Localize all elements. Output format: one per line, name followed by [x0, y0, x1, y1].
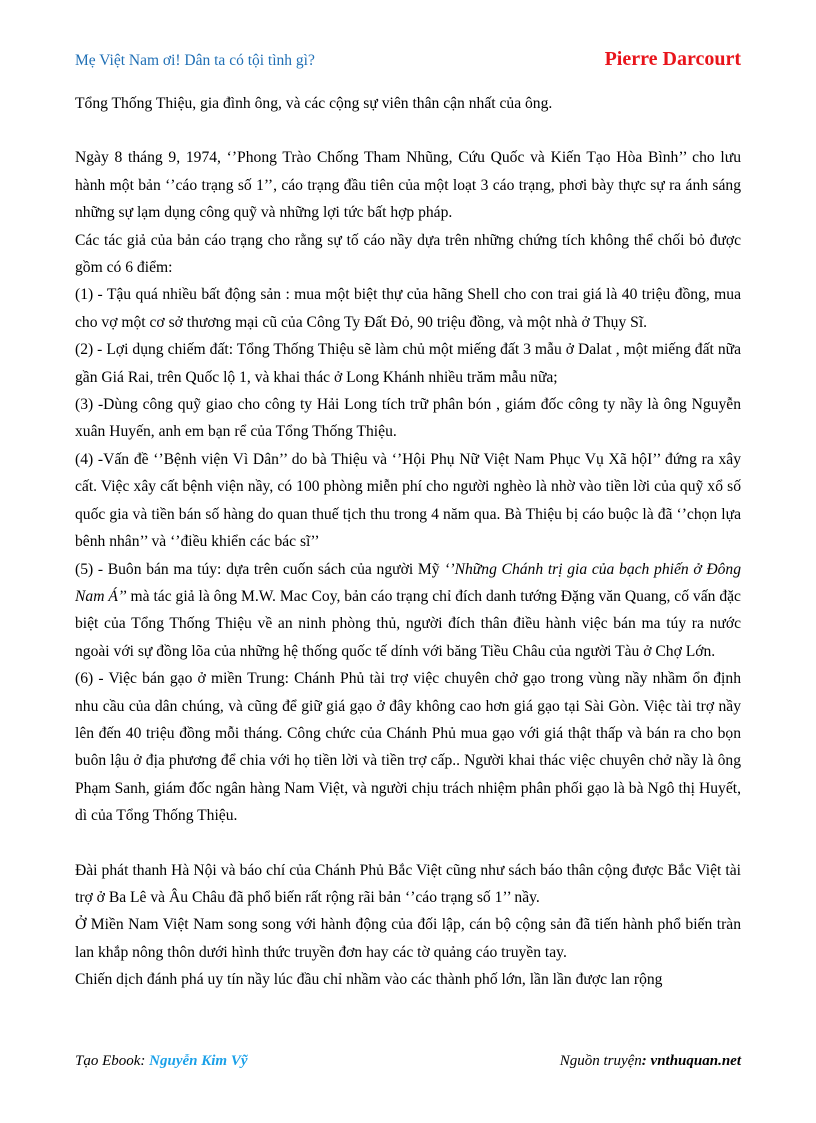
point-1: (1) - Tậu quá nhiều bất động sản : mua một biệt thự của hãng Shell cho con trai giá là 40 triệu đồng, mua cho vợ một cơ sở thương mại cũ của Công Ty Đất Đỏ, 90 triệu đồng, và một nhà ở Thụy Sĩ. [75, 286, 741, 331]
page-header [75, 46, 741, 76]
page-footer [75, 1053, 741, 1077]
paragraph-intro: Tổng Thống Thiệu, gia đình ông, và các cộng sự viên thân cận nhất của ông. [75, 95, 553, 112]
source-label: Nguồn truyện [559, 1053, 642, 1069]
point-5-lead: (5) - Buôn bán ma túy: dựa trên cuốn sách của người Mỹ [75, 560, 445, 578]
point-5-book-title: ‘’Những Chánh trị gia của bạch phiến ở Đông Nam Á’’ [75, 560, 741, 605]
paragraph-spacer [75, 117, 741, 144]
source-site[interactable]: vnthuquan.net [650, 1053, 741, 1069]
point-5 [75, 556, 741, 666]
author-name: Pierre Darcourt [604, 48, 741, 70]
paragraph-spacer [75, 830, 741, 857]
source-credit [560, 1053, 741, 1070]
ebook-label: Tạo Ebook [75, 1053, 141, 1069]
paragraph-authors-claim: Các tác giả của bản cáo trạng cho rằng sự tố cáo nầy dựa trên những chứng tích không thể chối bỏ được gồm có 6 điểm: [75, 231, 741, 277]
point-3: (3) -Dùng công quỹ giao cho công ty Hải Long tích trữ phân bón , giám đốc công ty nầy là ông Nguyễn xuân Huyến, anh em bạn rể của Tổng Thống Thiệu. [75, 396, 741, 441]
paragraph-hanoi-radio: Đài phát thanh Hà Nội và báo chí của Chánh Phủ Bắc Việt cũng như sách báo thân cộng được Bắc Việt tài trợ ở Ba Lê và Âu Châu đã phổ biến rất rộng rãi bản ‘’cáo trạng số 1’’ nầy. [75, 861, 741, 906]
point-4: (4) -Vấn đề ‘’Bệnh viện Vì Dân’’ do bà Thiệu và ‘’Hội Phụ Nữ Việt Nam Phục Vụ Xã hộI’’ đứng ra xây cất. Việc xây cất bệnh viện nầy, có 100 phòng miễn phí cho người nghèo là nhờ vào tiền lời của quỹ xổ số quốc gia và tiền bán số hàng do quan thuế tịch thu trong 4 năm qua. Bà Thiệu bị cáo buộc là đã ‘’chọn lựa bênh nhân’’ và ‘’điều khiển các bác sĩ’’ [75, 450, 741, 551]
source-sep: : [641, 1053, 651, 1069]
ebook-creator: Nguyễn Kim Vỹ [149, 1053, 248, 1069]
paragraph-campaign: Chiến dịch đánh phá uy tín nầy lúc đầu chỉ nhầm vào các thành phố lớn, lần lần được lan rộng [75, 971, 663, 989]
ebook-sep: : [140, 1053, 150, 1069]
paragraph-south-vietnam: Ở Miền Nam Việt Nam song song với hành động của đối lập, cán bộ cộng sản đã tiến hành phổ biến tràn lan khắp nông thôn dưới hình thức truyền đơn hay các tờ quảng cáo truyền tay. [75, 916, 741, 961]
page-body [75, 90, 741, 994]
paragraph-report-release: Ngày 8 tháng 9, 1974, ‘’Phong Trào Chống Tham Nhũng, Cứu Quốc và Kiến Tạo Hòa Bình’’ cho lưu hành một bản ‘’cáo trạng số 1’’, cáo trạng đầu tiên của một loạt 3 cáo trạng, phơi bày thực sự ra ánh sáng những sự lạm dụng công quỹ và những lợi tức bất hợp pháp. [75, 149, 741, 222]
point-2: (2) - Lợi dụng chiếm đất: Tổng Thống Thiệu sẽ làm chủ một miếng đất 3 mẫu ở Dalat , một miếng đất nữa gần Giá Rai, trên Quốc lộ 1, và khai thác ở Long Khánh nhiều trăm mẫu nữa; [75, 341, 741, 386]
point-6: (6) - Việc bán gạo ở miền Trung: Chánh Phủ tài trợ việc chuyên chở gạo trong vùng nầy nhầm ổn định nhu cầu của dân chúng, và cũng để giữ giá gạo ở đây không cao hơn giá gạo tại Sài Gòn. Việc tài trợ nầy lên đến 40 triệu đồng mỗi tháng. Công chức của Chánh Phủ mua gạo với giá thật thấp và bán ra cho bọn buôn lậu ở địa phương để chia với họ tiền lời và tiền trợ cấp.. Người khai thác việc chuyên chở nầy là ông Phạm Sanh, giám đốc ngân hàng Nam Việt, và người chịu trách nhiệm phân phối gạo là bà Ngô thị Huyết, dì của Tổng Thống Thiệu. [75, 670, 741, 825]
book-title: Mẹ Việt Nam ơi! Dân ta có tội tình gì? [75, 52, 315, 69]
point-5-rest: mà tác giả là ông M.W. Mac Coy, bản cáo trạng chỉ đích danh tướng Đặng văn Quang, cố vấn đặc biệt của Tổng Thống Thiệu về an ninh phòng thủ, người đích thân điều hành việc bán ma túy ra nước ngoài với sự đồng lõa của những hệ thống quốc tế dính với băng Tiều Châu của người Tàu ở Chợ Lớn. [75, 587, 741, 660]
ebook-credit [75, 1053, 248, 1070]
